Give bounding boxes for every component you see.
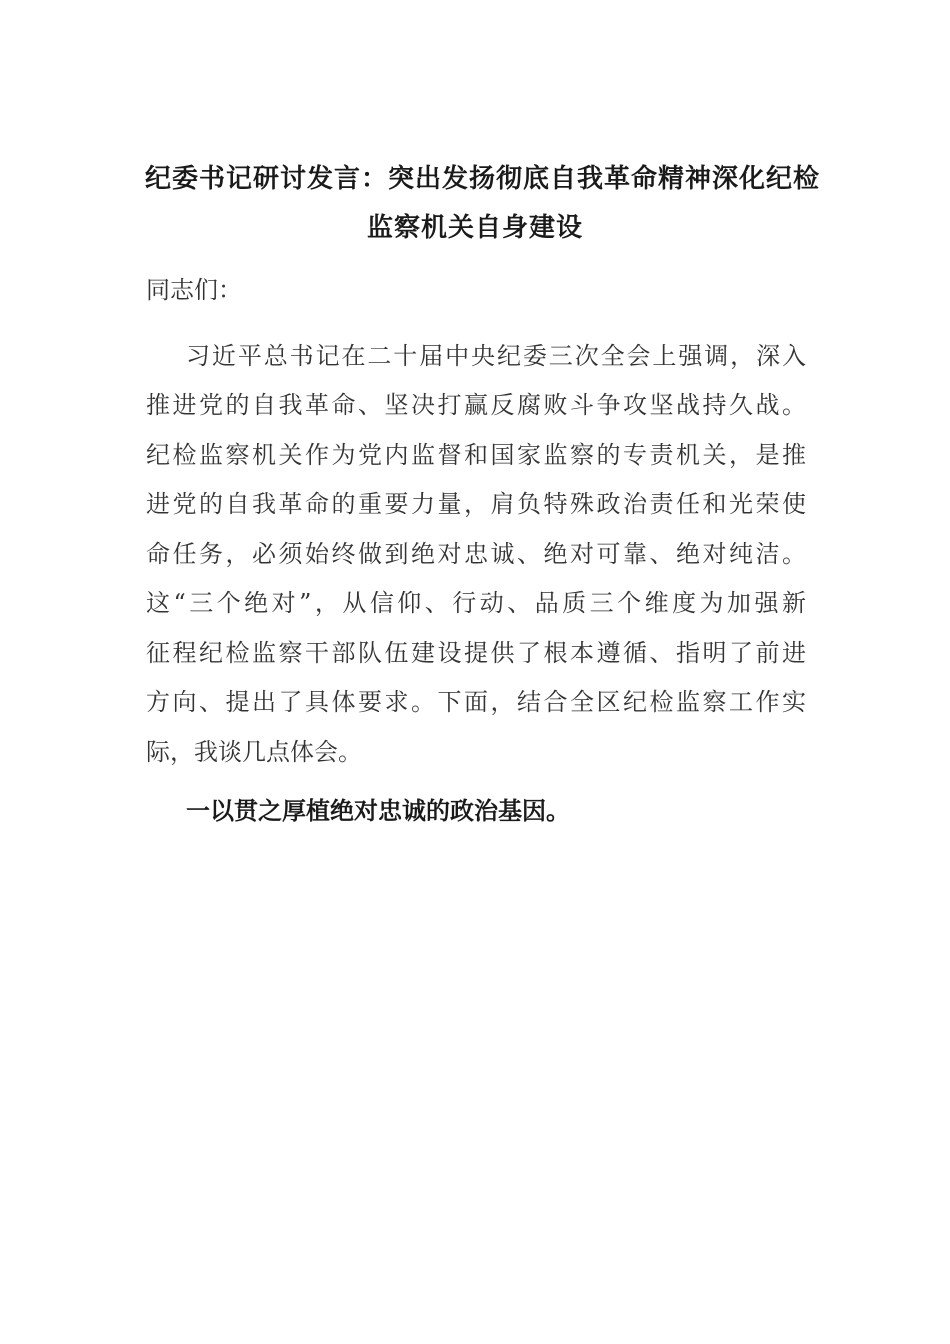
paragraph-line: 方向、提出了具体要求。下面，结合全区纪检监察工作实 xyxy=(146,688,806,716)
document-title-line-2: 监察机关自身建设 xyxy=(366,213,583,243)
paragraph-line: 征程纪检监察干部队伍建设提供了根本遵循、指明了前进 xyxy=(146,639,806,667)
section-heading: 一以贯之厚植绝对忠诚的政治基因。 xyxy=(186,797,570,825)
paragraph-line: 纪检监察机关作为党内监督和国家监察的专责机关，是推 xyxy=(146,441,806,469)
paragraph-line: 习近平总书记在二十届中央纪委三次全会上强调，深入 xyxy=(186,342,806,370)
document-title-line-1: 纪委书记研讨发言：突出发扬彻底自我革命精神深化纪检 xyxy=(145,164,821,194)
paragraph-line: 命任务，必须始终做到绝对忠诚、绝对可靠、绝对纯洁。 xyxy=(146,540,806,568)
paragraph-line: 际，我谈几点体会。 xyxy=(146,738,362,766)
paragraph-line: 进党的自我革命的重要力量，肩负特殊政治责任和光荣使 xyxy=(146,490,806,518)
paragraph-line: 这“三个绝对”，从信仰、行动、品质三个维度为加强新 xyxy=(146,589,806,617)
salutation: 同志们： xyxy=(146,276,242,304)
paragraph-line: 推进党的自我革命、坚决打赢反腐败斗争攻坚战持久战。 xyxy=(146,391,806,419)
